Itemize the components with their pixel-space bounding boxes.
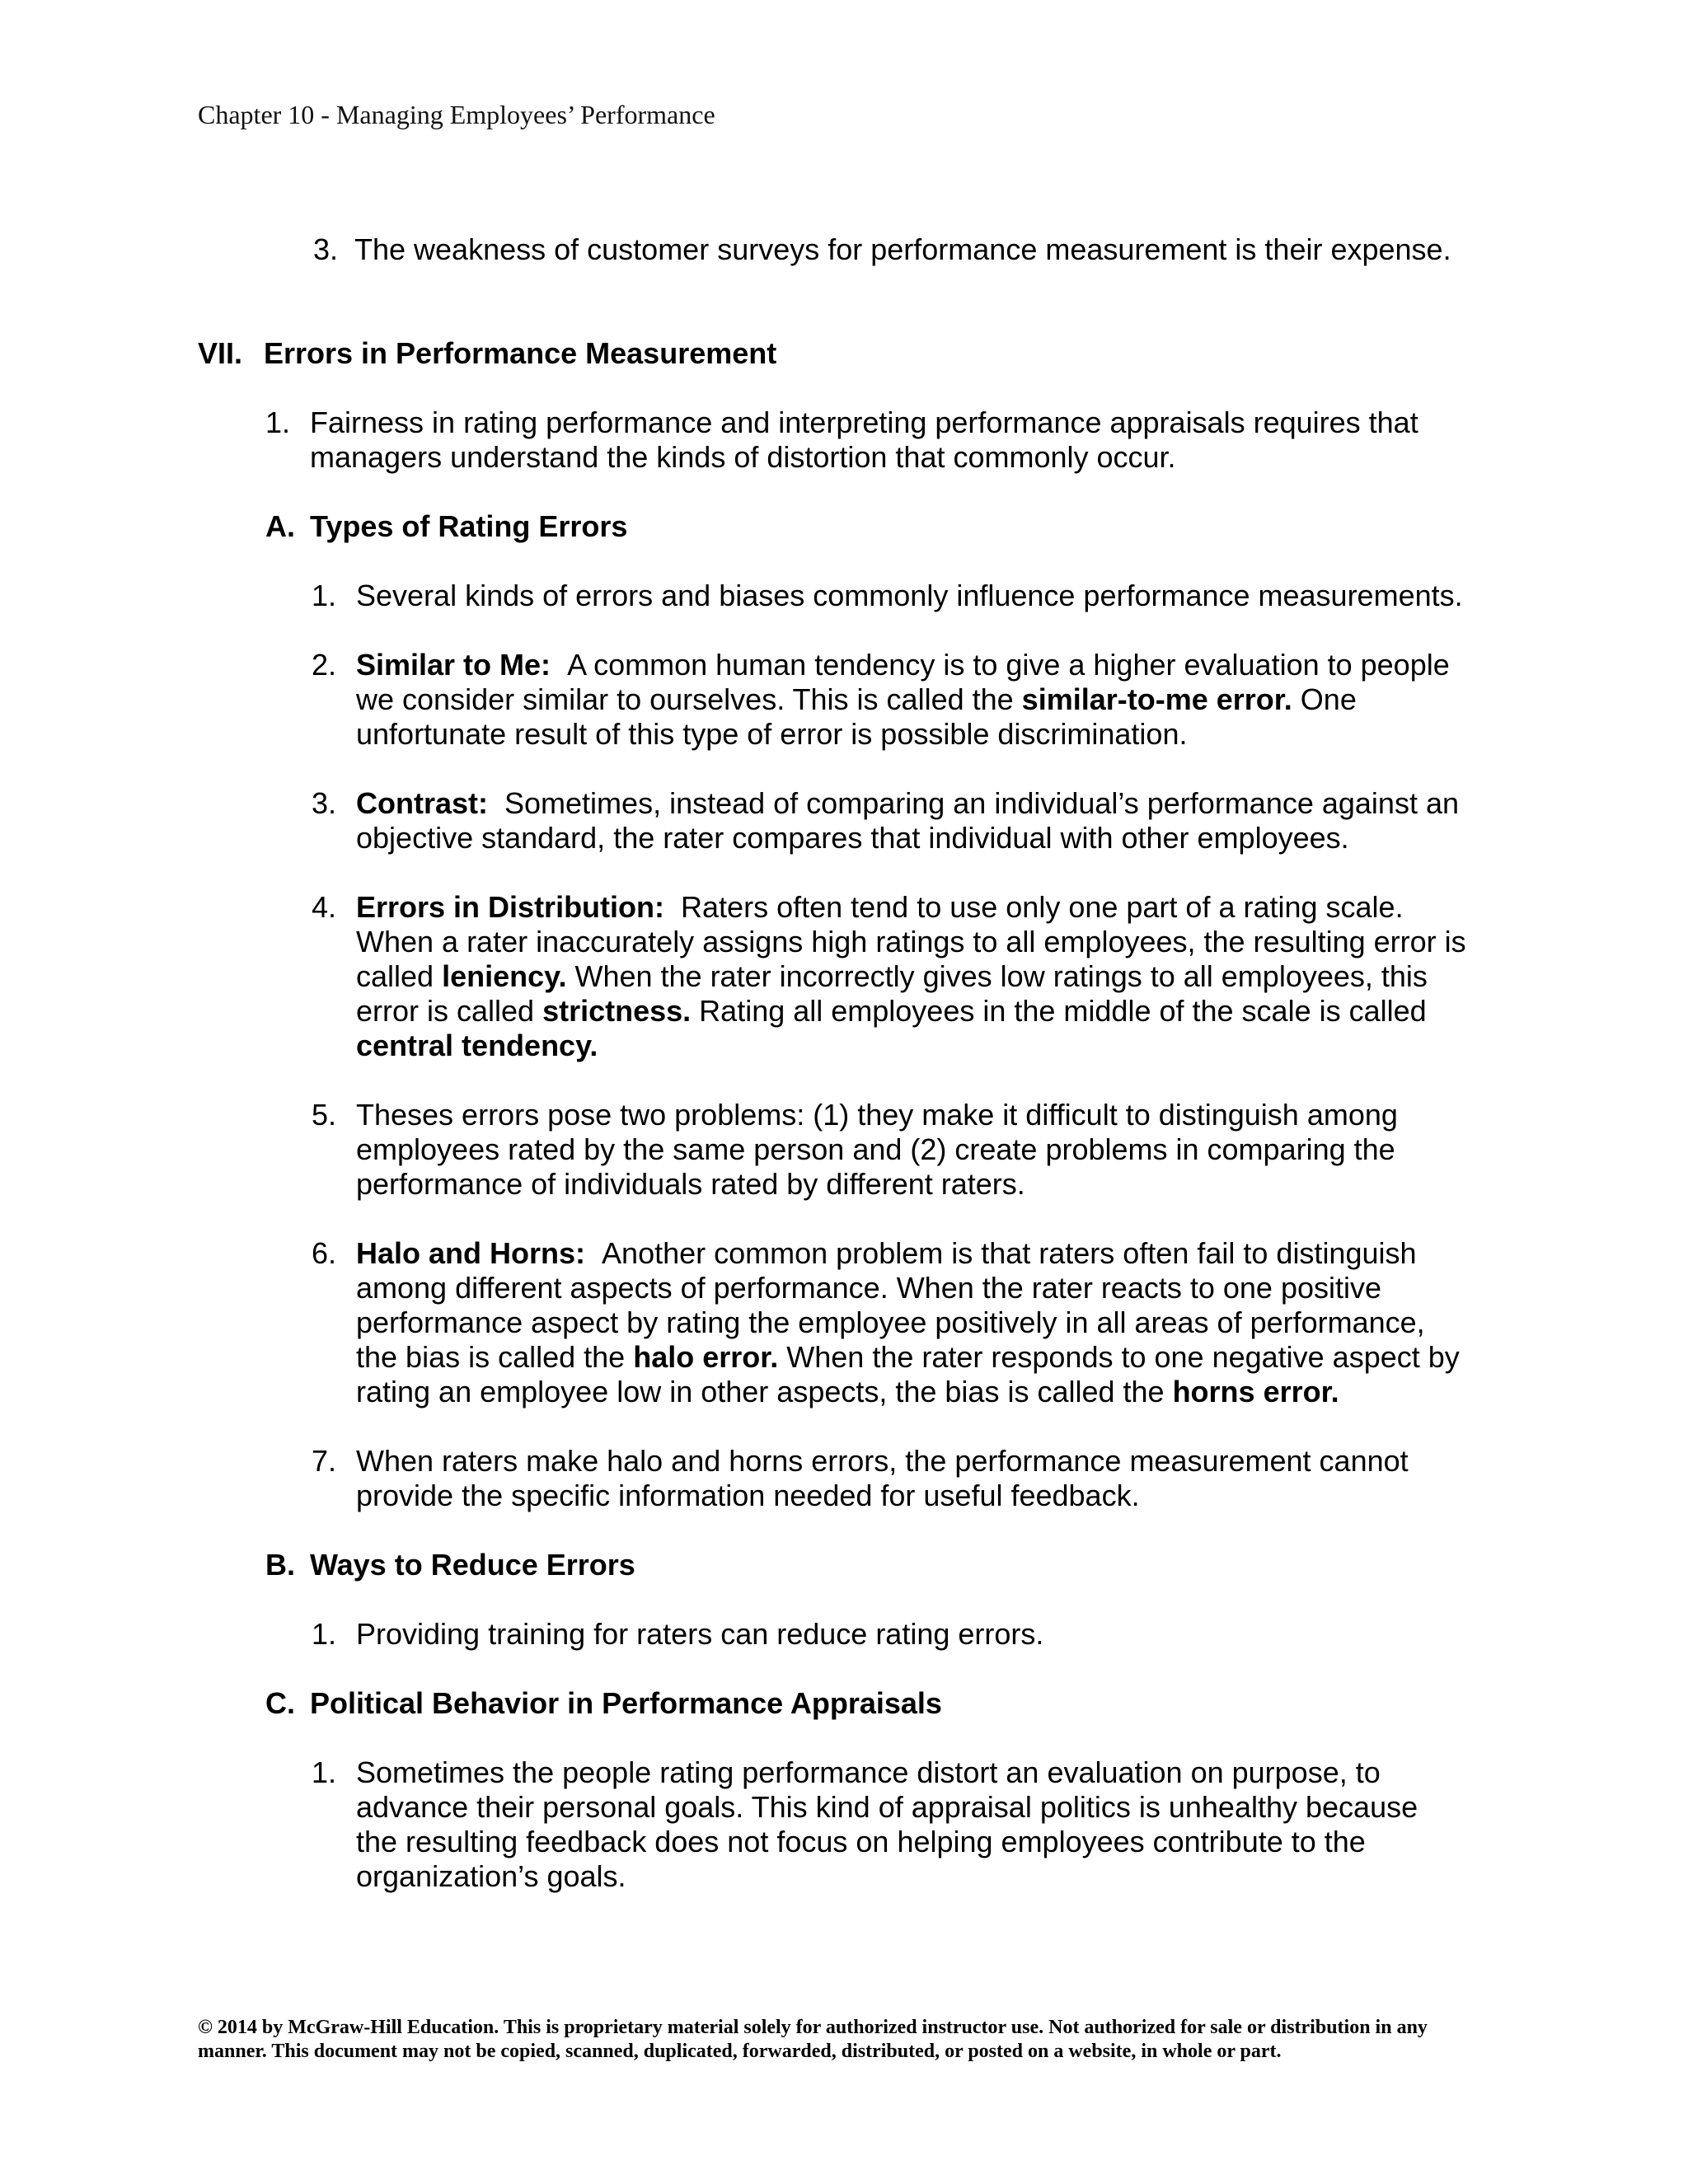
document-page: Chapter 10 - Managing Employees’ Performance 3. The weakness of customer surveys for performance measurement is their expense. VII. Errors in Performance Measurement 1. Fairness in rating performance and interpreting performance appraisals requires that managers understand the kinds of distortion that commonly occur. A. Types of Rating Errors 1. Several kinds of errors and biases commonly influence performance measurements. 2. Similar to Me: A common human tendency is to give a higher evaluation to people we consider similar to ourselves. This is called the similar-to-me error. One unfortunate result of this type of error is possible discrimination. 3. Contrast: Sometimes, instead of comparing an individual’s performance against an objective standard, the rater compares that individual with other employees. 4. Errors in Distribution: Raters often tend to use only one part of a rating scale. When a rater inaccurately assigns high ratings to all employees, the resulting error is called leniency. When the rater incorrectly gives low ratings to all employees, this error is called strictness. Rating all employees in the middle of the scale is called central tendency. 5. Theses errors pose two problems: (1) they make it difficult to distinguish among employees rated by the same person and (2) create problems in comparing the performance of individuals rated by different raters. 6. Halo and Horns: Another common problem is that raters often fail to distinguish among different aspects of performance. When the rater reacts to one positive performance aspect by rating the employee positively in all areas of performance, the bias is called the halo error. When the rater responds to one negative aspect by rating an employee low in other aspects, the bias is called the horns error. 7. When raters make halo and horns errors, the performance measurement cannot provide the specific information needed for useful feedback. B. Ways to Reduce Errors 1. Providing training for raters can reduce rating errors. C. Political Behavior in Performance Appraisals 1. Sometimes the people rating performance distort an evaluation on purpose, to advance their personal goals. This kind of appraisal politics is unhealthy because the resulting feedback does not focus on helping employees contribute to the organization’s goals. © 2014 by McGraw-Hill Education. This is proprietary material solely for authorized instructor use. Not authorized for sale or distribution in any manner. This document may not be copied, scanned, duplicated, forwarded, distributed, or posted on a website, in whole or part.	[0, 0, 1688, 2184]
copyright-footer: © 2014 by McGraw-Hill Education. This is proprietary material solely for authorized instructor use. Not authorized for sale or distribution in any manner. This document may not be copied, scanned, duplicated, forwarded, distributed, or posted on a website, in whole or part.	[198, 2017, 1428, 2062]
running-header: Chapter 10 - Managing Employees’ Performance	[198, 100, 715, 129]
